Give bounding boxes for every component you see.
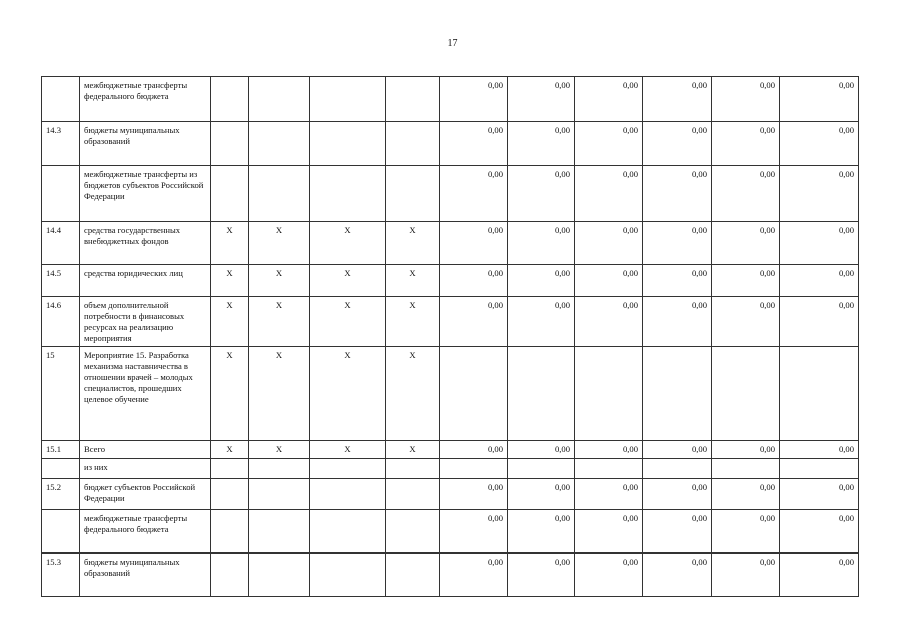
value-cell: 0,00 <box>575 441 643 459</box>
value-cell: 0,00 <box>440 265 508 297</box>
mark-cell: X <box>249 297 310 347</box>
mark-cell: X <box>249 347 310 441</box>
mark-cell <box>310 166 386 222</box>
mark-cell <box>211 459 249 479</box>
value-cell: 0,00 <box>643 77 712 122</box>
value-cell: 0,00 <box>508 297 575 347</box>
value-cell <box>508 347 575 441</box>
mark-cell <box>211 77 249 122</box>
row-description-cell: бюджет субъектов Российской Федерации <box>80 479 211 510</box>
value-cell: 0,00 <box>712 297 780 347</box>
mark-cell: X <box>386 347 440 441</box>
row-description-cell: бюджеты муниципальных образований <box>80 122 211 166</box>
table-row <box>42 553 859 597</box>
value-cell: 0,00 <box>440 479 508 510</box>
table-row <box>42 510 859 553</box>
row-description-cell: средства юридических лиц <box>80 265 211 297</box>
value-cell: 0,00 <box>643 510 712 553</box>
mark-cell <box>386 77 440 122</box>
table-row <box>42 347 859 441</box>
row-number-cell: 14.5 <box>42 265 80 297</box>
row-description-cell: Всего <box>80 441 211 459</box>
value-cell: 0,00 <box>643 479 712 510</box>
mark-cell <box>310 122 386 166</box>
value-cell: 0,00 <box>575 222 643 265</box>
mark-cell <box>211 553 249 597</box>
mark-cell: X <box>386 222 440 265</box>
mark-cell <box>386 166 440 222</box>
mark-cell <box>386 510 440 553</box>
value-cell: 0,00 <box>712 479 780 510</box>
table-row <box>42 297 859 347</box>
mark-cell <box>249 459 310 479</box>
value-cell <box>440 347 508 441</box>
value-cell: 0,00 <box>508 441 575 459</box>
value-cell: 0,00 <box>643 441 712 459</box>
value-cell: 0,00 <box>780 122 859 166</box>
mark-cell: X <box>310 265 386 297</box>
table-row <box>42 441 859 459</box>
page-number: 17 <box>447 38 458 49</box>
value-cell <box>440 459 508 479</box>
value-cell: 0,00 <box>780 77 859 122</box>
row-description-cell: из них <box>80 459 211 479</box>
row-description-cell: бюджеты муниципальных образований <box>80 553 211 597</box>
value-cell: 0,00 <box>643 553 712 597</box>
value-cell: 0,00 <box>508 479 575 510</box>
value-cell: 0,00 <box>575 122 643 166</box>
value-cell: 0,00 <box>780 222 859 265</box>
table-row <box>42 166 859 222</box>
value-cell: 0,00 <box>440 166 508 222</box>
mark-cell <box>211 166 249 222</box>
value-cell: 0,00 <box>780 265 859 297</box>
mark-cell: X <box>310 297 386 347</box>
value-cell: 0,00 <box>712 166 780 222</box>
table-row <box>42 77 859 122</box>
mark-cell: X <box>386 265 440 297</box>
mark-cell <box>310 77 386 122</box>
value-cell: 0,00 <box>575 553 643 597</box>
value-cell: 0,00 <box>780 441 859 459</box>
value-cell: 0,00 <box>575 297 643 347</box>
mark-cell <box>249 166 310 222</box>
value-cell: 0,00 <box>643 166 712 222</box>
value-cell <box>575 347 643 441</box>
mark-cell <box>211 510 249 553</box>
row-number-cell <box>42 510 80 553</box>
mark-cell: X <box>310 347 386 441</box>
mark-cell: X <box>211 441 249 459</box>
row-number-cell: 15.2 <box>42 479 80 510</box>
value-cell <box>780 347 859 441</box>
value-cell: 0,00 <box>440 510 508 553</box>
value-cell: 0,00 <box>508 122 575 166</box>
mark-cell: X <box>211 265 249 297</box>
value-cell: 0,00 <box>508 166 575 222</box>
value-cell: 0,00 <box>575 77 643 122</box>
mark-cell <box>211 479 249 510</box>
mark-cell <box>249 77 310 122</box>
value-cell: 0,00 <box>712 510 780 553</box>
value-cell: 0,00 <box>575 510 643 553</box>
mark-cell <box>386 479 440 510</box>
value-cell: 0,00 <box>508 510 575 553</box>
row-number-cell: 14.4 <box>42 222 80 265</box>
value-cell: 0,00 <box>712 77 780 122</box>
value-cell: 0,00 <box>508 222 575 265</box>
mark-cell <box>310 553 386 597</box>
mark-cell <box>249 553 310 597</box>
value-cell: 0,00 <box>440 122 508 166</box>
row-number-cell <box>42 459 80 479</box>
value-cell: 0,00 <box>575 479 643 510</box>
value-cell: 0,00 <box>575 265 643 297</box>
row-description-cell: межбюджетные трансферты федерального бюджета <box>80 77 211 122</box>
value-cell: 0,00 <box>508 265 575 297</box>
value-cell <box>780 459 859 479</box>
mark-cell: X <box>310 441 386 459</box>
table-row <box>42 459 859 479</box>
value-cell: 0,00 <box>712 265 780 297</box>
value-cell: 0,00 <box>712 441 780 459</box>
row-number-cell: 15.1 <box>42 441 80 459</box>
value-cell: 0,00 <box>712 553 780 597</box>
value-cell: 0,00 <box>440 553 508 597</box>
row-number-cell <box>42 166 80 222</box>
mark-cell: X <box>211 222 249 265</box>
mark-cell <box>310 459 386 479</box>
row-description-cell: межбюджетные трансферты федерального бюджета <box>80 510 211 553</box>
row-number-cell <box>42 77 80 122</box>
value-cell <box>643 459 712 479</box>
budget-table <box>41 76 859 597</box>
value-cell <box>575 459 643 479</box>
value-cell: 0,00 <box>440 222 508 265</box>
row-description-cell: средства государственных внебюджетных фондов <box>80 222 211 265</box>
mark-cell <box>211 122 249 166</box>
value-cell <box>508 459 575 479</box>
value-cell: 0,00 <box>712 122 780 166</box>
row-number-cell: 15.3 <box>42 553 80 597</box>
table-row <box>42 122 859 166</box>
value-cell: 0,00 <box>643 297 712 347</box>
value-cell: 0,00 <box>780 479 859 510</box>
mark-cell: X <box>310 222 386 265</box>
mark-cell <box>310 479 386 510</box>
value-cell: 0,00 <box>440 297 508 347</box>
value-cell: 0,00 <box>780 297 859 347</box>
value-cell: 0,00 <box>780 166 859 222</box>
value-cell: 0,00 <box>780 553 859 597</box>
mark-cell <box>386 459 440 479</box>
row-number-cell: 14.3 <box>42 122 80 166</box>
value-cell: 0,00 <box>508 553 575 597</box>
mark-cell <box>249 479 310 510</box>
value-cell: 0,00 <box>712 222 780 265</box>
mark-cell: X <box>386 441 440 459</box>
value-cell: 0,00 <box>780 510 859 553</box>
mark-cell: X <box>249 265 310 297</box>
value-cell: 0,00 <box>508 77 575 122</box>
mark-cell: X <box>211 297 249 347</box>
table-row <box>42 265 859 297</box>
value-cell <box>643 347 712 441</box>
mark-cell: X <box>386 297 440 347</box>
value-cell: 0,00 <box>643 222 712 265</box>
row-number-cell: 15 <box>42 347 80 441</box>
value-cell: 0,00 <box>643 122 712 166</box>
value-cell: 0,00 <box>643 265 712 297</box>
row-number-cell: 14.6 <box>42 297 80 347</box>
mark-cell: X <box>249 222 310 265</box>
row-description-cell: объем дополнительной потребности в финансовых ресурсах на реализацию мероприятия <box>80 297 211 347</box>
mark-cell <box>249 510 310 553</box>
mark-cell <box>386 122 440 166</box>
value-cell: 0,00 <box>440 77 508 122</box>
table-row <box>42 222 859 265</box>
row-description-cell: межбюджетные трансферты из бюджетов субъектов Российской Федерации <box>80 166 211 222</box>
mark-cell: X <box>249 441 310 459</box>
mark-cell: X <box>211 347 249 441</box>
mark-cell <box>386 553 440 597</box>
mark-cell <box>249 122 310 166</box>
mark-cell <box>310 510 386 553</box>
value-cell: 0,00 <box>440 441 508 459</box>
row-description-cell: Мероприятие 15. Разработка механизма наставничества в отношении врачей – молодых специалистов, прошедших целевое обучение <box>80 347 211 441</box>
value-cell <box>712 347 780 441</box>
value-cell: 0,00 <box>575 166 643 222</box>
value-cell <box>712 459 780 479</box>
table-row <box>42 479 859 510</box>
